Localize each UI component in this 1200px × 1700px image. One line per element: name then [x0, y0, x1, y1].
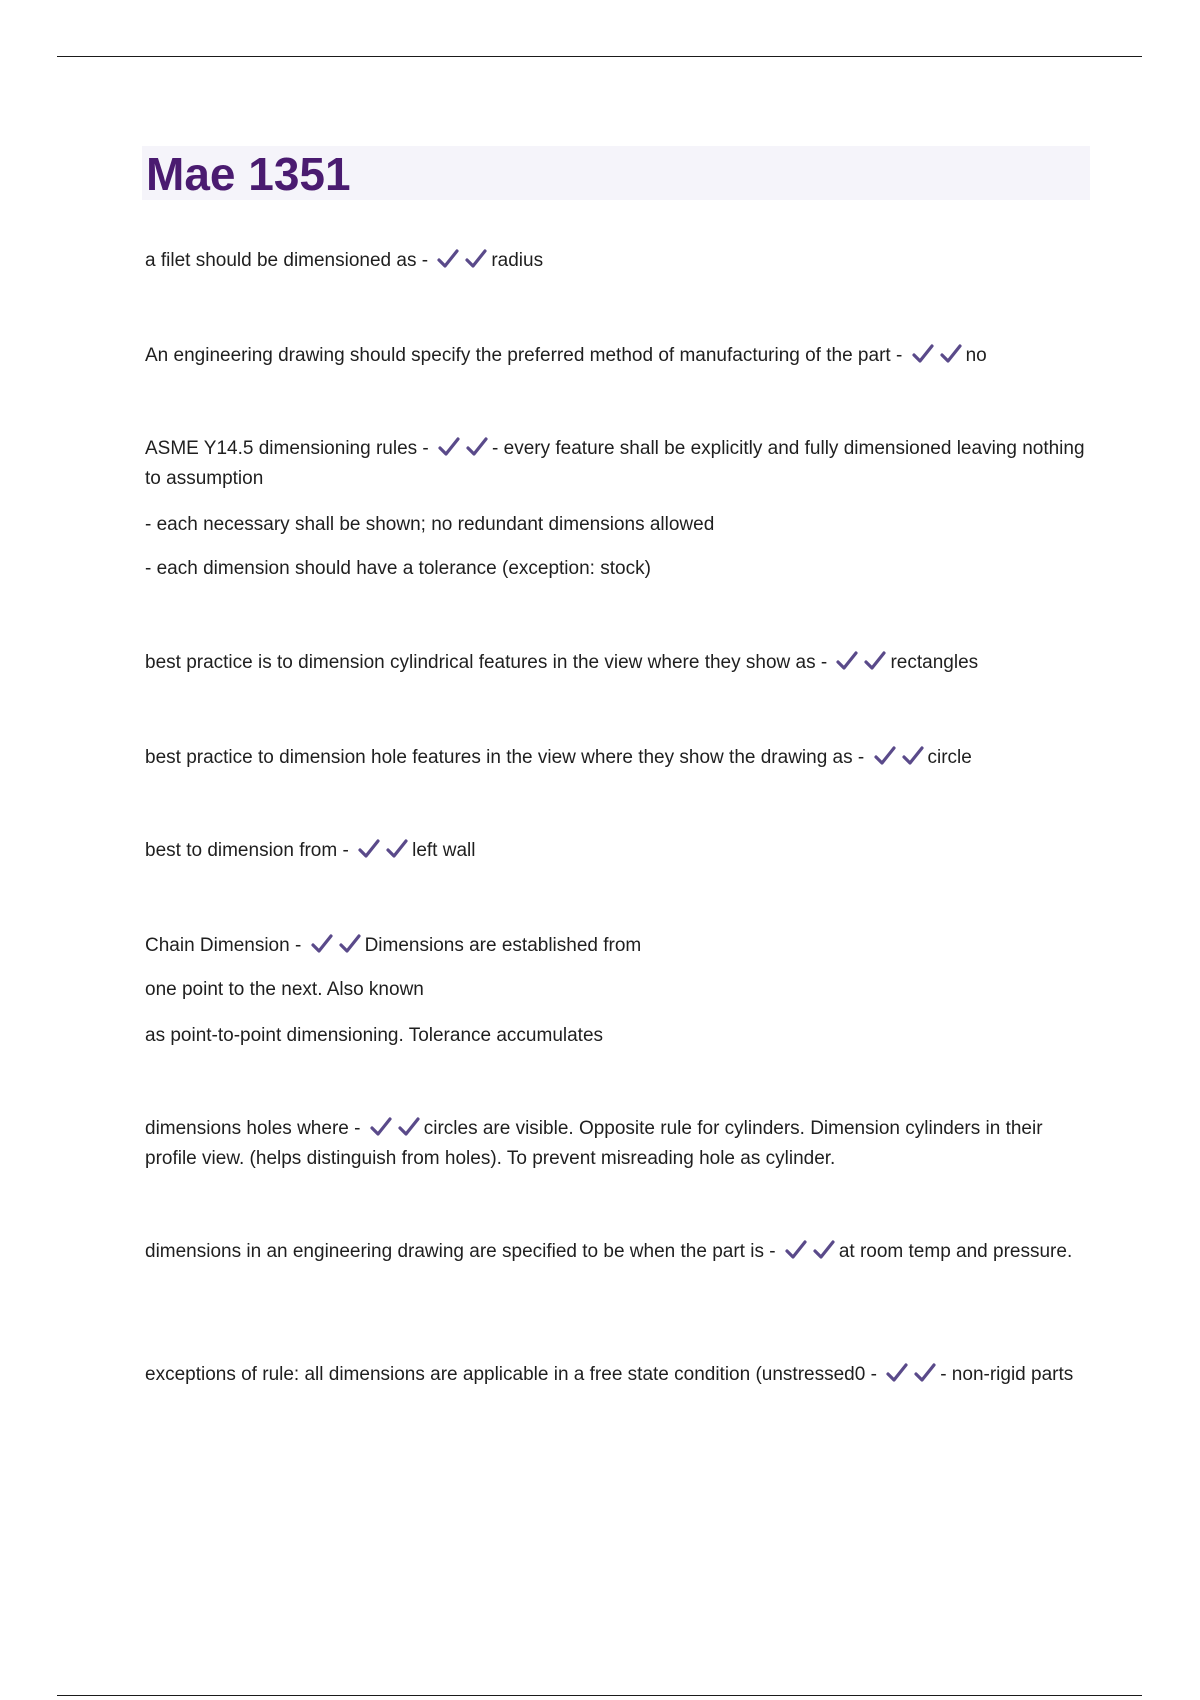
double-check-icon — [354, 840, 410, 861]
double-check-icon — [366, 1118, 422, 1139]
check-icon — [386, 839, 408, 859]
double-check-icon — [781, 1241, 837, 1262]
answer-text: rectangles — [890, 652, 979, 673]
check-icon — [785, 1240, 807, 1260]
question-text: best practice is to dimension cylindrical features in the view where they show as - — [145, 652, 828, 673]
question-text: a filet should be dimensioned as - — [145, 250, 429, 271]
qa-first-line — [145, 246, 1090, 276]
double-check-icon — [434, 438, 490, 459]
double-check-icon — [832, 652, 888, 673]
qa-first-line — [145, 434, 1090, 494]
check-icon — [813, 1240, 835, 1260]
qa-first-line — [145, 931, 1090, 961]
question-text: best practice to dimension hole features in the view where they show the drawing as - — [145, 747, 865, 768]
double-check-icon — [433, 250, 489, 271]
check-icon — [912, 344, 934, 364]
qa-first-line — [145, 1237, 1090, 1267]
answer-text: Dimensions are established from — [364, 935, 642, 956]
top-rule — [57, 56, 1142, 57]
check-icon — [902, 746, 924, 766]
check-icon — [914, 1363, 936, 1383]
page-title: Mae 1351 — [146, 148, 351, 200]
title-band — [142, 146, 1090, 200]
check-icon — [437, 249, 459, 269]
check-icon — [465, 249, 487, 269]
answer-text: radius — [491, 250, 544, 271]
answer-text: - every feature shall be explicitly and fully dimensioned leaving nothing to assumption — [145, 438, 1085, 489]
qa-first-line — [145, 1360, 1090, 1390]
answer-text: circle — [927, 747, 972, 768]
answer-line: - each dimension should have a tolerance (exception: stock) — [145, 558, 651, 579]
answer-line: one point to the next. Also known — [145, 979, 424, 1000]
answer-text: left wall — [412, 840, 476, 861]
question-text: An engineering drawing should specify the preferred method of manufacturing of the part - — [145, 345, 903, 366]
qa-first-line — [145, 743, 1090, 773]
check-icon — [886, 1363, 908, 1383]
answer-line: as point-to-point dimensioning. Tolerance accumulates — [145, 1025, 604, 1046]
question-text: best to dimension from - — [145, 840, 349, 861]
answer-text: - non-rigid parts — [940, 1364, 1074, 1385]
check-icon — [836, 651, 858, 671]
qa-first-line — [145, 1114, 1090, 1174]
double-check-icon — [908, 345, 964, 366]
question-text: dimensions in an engineering drawing are specified to be when the part is - — [145, 1241, 776, 1262]
double-check-icon — [882, 1364, 938, 1385]
qa-item — [145, 1237, 1090, 1267]
qa-item — [145, 836, 1090, 866]
check-icon — [940, 344, 962, 364]
check-icon — [438, 437, 460, 457]
qa-item — [145, 1360, 1090, 1390]
answer-line: - each necessary shall be shown; no redundant dimensions allowed — [145, 514, 715, 535]
check-icon — [398, 1117, 420, 1137]
answer-text: circles are visible. Opposite rule for cylinders. Dimension cylinders in their profile view. (helps distinguish from holes). To prevent misreading hole as cylinder. — [145, 1118, 1043, 1169]
check-icon — [370, 1117, 392, 1137]
qa-first-line — [145, 341, 1090, 371]
qa-first-line — [145, 648, 1090, 678]
double-check-icon — [307, 935, 363, 956]
qa-first-line — [145, 836, 1090, 866]
answer-text: no — [965, 345, 987, 366]
qa-item — [145, 743, 1090, 773]
question-text: dimensions holes where - — [145, 1118, 361, 1139]
qa-item — [145, 1114, 1090, 1174]
check-icon — [874, 746, 896, 766]
qa-item — [145, 246, 1090, 276]
question-text: ASME Y14.5 dimensioning rules - — [145, 438, 429, 459]
check-icon — [311, 934, 333, 954]
question-text: Chain Dimension - — [145, 935, 302, 956]
double-check-icon — [870, 747, 926, 768]
bottom-rule — [57, 1695, 1142, 1696]
check-icon — [864, 651, 886, 671]
check-icon — [466, 437, 488, 457]
qa-item — [145, 648, 1090, 678]
check-icon — [358, 839, 380, 859]
qa-item — [145, 434, 1090, 584]
question-text: exceptions of rule: all dimensions are applicable in a free state condition (unstressed0 - — [145, 1364, 877, 1385]
check-icon — [339, 934, 361, 954]
answer-text: at room temp and pressure. — [838, 1241, 1073, 1262]
qa-item — [145, 341, 1090, 371]
qa-item — [145, 931, 1090, 1051]
